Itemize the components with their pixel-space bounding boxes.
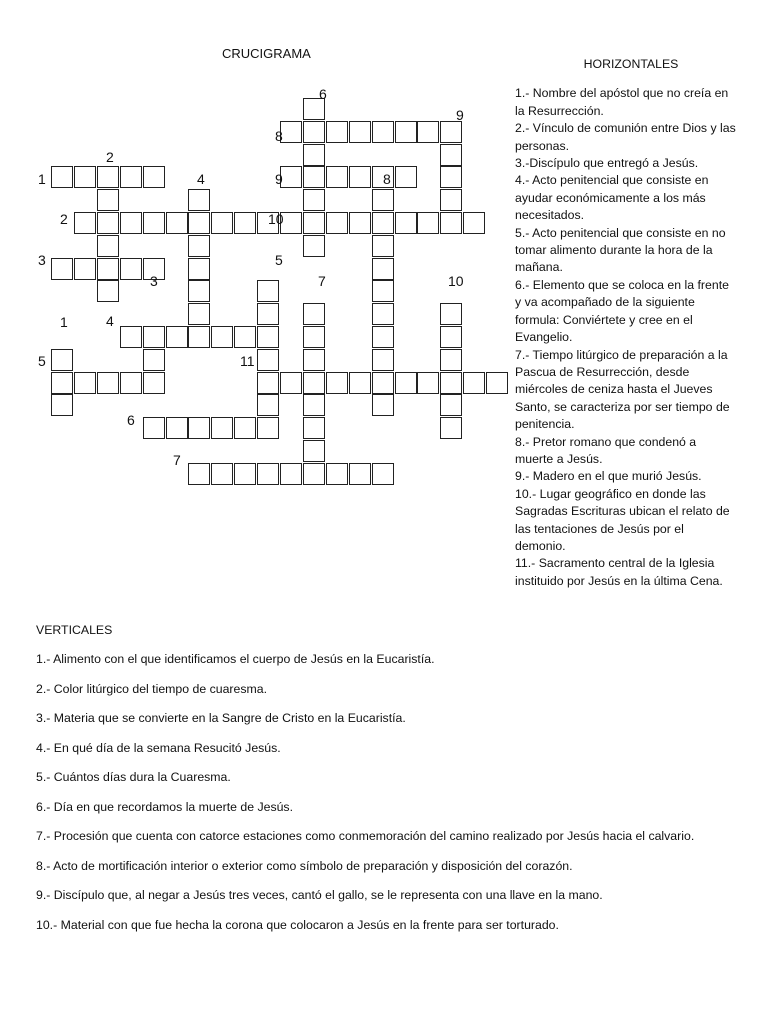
- horizontal-clue: 3.-Discípulo que entregó a Jesús.: [515, 156, 699, 171]
- crossword-cell[interactable]: [372, 326, 394, 348]
- crossword-cell[interactable]: [74, 372, 96, 394]
- clue-number-h4: 4: [106, 313, 114, 329]
- clue-number-h8: 8: [275, 128, 283, 144]
- clue-number-h7: 7: [173, 452, 181, 468]
- crossword-cell[interactable]: [188, 189, 210, 211]
- horizontal-clue: 4.- Acto penitencial que consiste en ayudar económicamente a los más necesitados.: [515, 173, 709, 223]
- crossword-cell[interactable]: [120, 258, 142, 280]
- clue-number-h10: 10: [268, 211, 284, 227]
- crossword-cell[interactable]: [349, 463, 371, 485]
- crossword-cell[interactable]: [349, 372, 371, 394]
- crossword-cell[interactable]: [395, 166, 417, 188]
- crossword-cell[interactable]: [372, 235, 394, 257]
- horizontal-clue: 9.- Madero en el que murió Jesús.: [515, 469, 702, 484]
- crossword-cell[interactable]: [486, 372, 508, 394]
- clue-number-v1: 1: [60, 314, 68, 330]
- crossword-cell[interactable]: [188, 326, 210, 348]
- crossword-cell[interactable]: [74, 166, 96, 188]
- crossword-cell[interactable]: [303, 189, 325, 211]
- crossword-cell[interactable]: [326, 212, 348, 234]
- crossword-cell[interactable]: [303, 144, 325, 166]
- crossword-cell[interactable]: [440, 326, 462, 348]
- crossword-cell[interactable]: [234, 417, 256, 439]
- crossword-cell[interactable]: [257, 349, 279, 371]
- page-title: CRUCIGRAMA: [222, 46, 311, 61]
- crossword-cell[interactable]: [372, 303, 394, 325]
- crossword-cell[interactable]: [395, 372, 417, 394]
- vertical-clue: 6.- Día en que recordamos la muerte de Jesús.: [36, 799, 293, 814]
- crossword-cell[interactable]: [326, 463, 348, 485]
- horizontal-clue: 7.- Tiempo litúrgico de preparación a la Pascua de Resurrección, desde miércoles de ceniza hasta el Jueves Santo, se caracteriza por ser tiempo de penitencia.: [515, 347, 730, 432]
- crossword-cell[interactable]: [166, 212, 188, 234]
- crossword-cell[interactable]: [303, 417, 325, 439]
- crossword-cell[interactable]: [417, 372, 439, 394]
- crossword-cell[interactable]: [349, 166, 371, 188]
- crossword-cell[interactable]: [303, 394, 325, 416]
- crossword-cell[interactable]: [372, 394, 394, 416]
- crossword-cell[interactable]: [372, 189, 394, 211]
- crossword-cell[interactable]: [440, 394, 462, 416]
- crossword-cell[interactable]: [395, 121, 417, 143]
- crossword-cell[interactable]: [97, 189, 119, 211]
- crossword-cell[interactable]: [234, 326, 256, 348]
- crossword-cell[interactable]: [326, 372, 348, 394]
- crossword-cell[interactable]: [74, 212, 96, 234]
- crossword-cell[interactable]: [143, 166, 165, 188]
- crossword-cell[interactable]: [74, 258, 96, 280]
- crossword-cell[interactable]: [97, 212, 119, 234]
- horizontal-clue: 10.- Lugar geográfico en donde las Sagradas Escrituras ubican el relato de las tentaciones de Jesús por el demonio.: [515, 486, 730, 553]
- clue-number-v10: 10: [448, 273, 464, 289]
- crossword-cell[interactable]: [257, 463, 279, 485]
- crossword-cell[interactable]: [257, 326, 279, 348]
- crossword-cell[interactable]: [303, 235, 325, 257]
- crossword-cell[interactable]: [440, 121, 462, 143]
- crossword-cell[interactable]: [257, 280, 279, 302]
- crossword-cell[interactable]: [372, 212, 394, 234]
- crossword-cell[interactable]: [97, 166, 119, 188]
- crossword-cell[interactable]: [303, 372, 325, 394]
- clue-number-h9: 9: [275, 171, 283, 187]
- crossword-cell[interactable]: [280, 463, 302, 485]
- clue-number-v5: 5: [275, 252, 283, 268]
- vertical-clue: 4.- En qué día de la semana Resucitó Jesús.: [36, 740, 281, 755]
- crossword-cell[interactable]: [349, 212, 371, 234]
- crossword-cell[interactable]: [372, 463, 394, 485]
- crossword-cell[interactable]: [372, 349, 394, 371]
- clue-number-v7: 7: [318, 273, 326, 289]
- crossword-cell[interactable]: [257, 303, 279, 325]
- clue-number-h6: 6: [127, 412, 135, 428]
- vertical-clue: 10.- Material con que fue hecha la corona que colocaron a Jesús en la frente para ser torturado.: [36, 917, 559, 932]
- crossword-cell[interactable]: [440, 166, 462, 188]
- crossword-cell[interactable]: [120, 166, 142, 188]
- clue-number-v6: 6: [319, 86, 327, 102]
- crossword-cell[interactable]: [257, 372, 279, 394]
- crossword-cell[interactable]: [280, 372, 302, 394]
- crossword-cell[interactable]: [372, 121, 394, 143]
- crossword-cell[interactable]: [188, 280, 210, 302]
- crossword-cell[interactable]: [234, 463, 256, 485]
- crossword-cell[interactable]: [417, 121, 439, 143]
- crossword-cell[interactable]: [97, 372, 119, 394]
- vertical-clue: 2.- Color litúrgico del tiempo de cuaresma.: [36, 681, 268, 696]
- horizontal-clue: 6.- Elemento que se coloca en la frente y va acompañado de la siguiente formula: Conviértete y cree en el Evangelio.: [515, 277, 729, 345]
- crossword-cell[interactable]: [51, 349, 73, 371]
- crossword-cell[interactable]: [51, 394, 73, 416]
- clue-number-h5: 5: [38, 353, 46, 369]
- crossword-cell[interactable]: [395, 212, 417, 234]
- crossword-cell[interactable]: [326, 121, 348, 143]
- crossword-cell[interactable]: [120, 326, 142, 348]
- vertical-heading: VERTICALES: [36, 623, 113, 637]
- crossword-cell[interactable]: [303, 440, 325, 462]
- crossword-cell[interactable]: [211, 212, 233, 234]
- crossword-cell[interactable]: [120, 212, 142, 234]
- crossword-cell[interactable]: [188, 303, 210, 325]
- crossword-cell[interactable]: [166, 326, 188, 348]
- crossword-cell[interactable]: [211, 463, 233, 485]
- clue-number-h1: 1: [38, 171, 46, 187]
- clue-number-v9: 9: [456, 107, 464, 123]
- crossword-cell[interactable]: [97, 280, 119, 302]
- crossword-cell[interactable]: [211, 326, 233, 348]
- horizontal-clue: 11.- Sacramento central de la Iglesia instituido por Jesús en la última Cena.: [515, 556, 723, 588]
- crossword-cell[interactable]: [303, 303, 325, 325]
- vertical-clues: [36, 622, 756, 946]
- crossword-cell[interactable]: [143, 212, 165, 234]
- crossword-cell[interactable]: [326, 166, 348, 188]
- crossword-cell[interactable]: [280, 166, 302, 188]
- clue-number-v3: 3: [150, 273, 158, 289]
- crossword-cell[interactable]: [188, 463, 210, 485]
- crossword-cell[interactable]: [97, 258, 119, 280]
- vertical-clue: 9.- Discípulo que, al negar a Jesús tres veces, cantó el gallo, se le representa con una llave en la mano.: [36, 888, 603, 902]
- crossword-cell[interactable]: [51, 372, 73, 394]
- vertical-clue: 5.- Cuántos días dura la Cuaresma.: [36, 770, 231, 784]
- crossword-cell[interactable]: [188, 212, 210, 234]
- crossword-cell[interactable]: [188, 258, 210, 280]
- horizontal-clue: 5.- Acto penitencial que consiste en no tomar alimento durante la hora de la mañana.: [515, 225, 726, 275]
- clue-number-h3: 3: [38, 252, 46, 268]
- crossword-cell[interactable]: [372, 280, 394, 302]
- crossword-cell[interactable]: [143, 349, 165, 371]
- crossword-cell[interactable]: [51, 258, 73, 280]
- horizontal-heading: HORIZONTALES: [583, 57, 679, 71]
- crossword-cell[interactable]: [372, 372, 394, 394]
- horizontal-clue: 8.- Pretor romano que condenó a muerte a Jesús.: [515, 434, 697, 466]
- crossword-cell[interactable]: [303, 349, 325, 371]
- crossword-cell[interactable]: [372, 258, 394, 280]
- crossword-cell[interactable]: [211, 417, 233, 439]
- crossword-cell[interactable]: [188, 417, 210, 439]
- crossword-grid: [0, 0, 500, 480]
- crossword-cell[interactable]: [440, 144, 462, 166]
- horizontal-clues: [515, 56, 737, 590]
- crossword-cell[interactable]: [280, 121, 302, 143]
- crossword-cell[interactable]: [257, 394, 279, 416]
- crossword-cell[interactable]: [440, 303, 462, 325]
- crossword-cell[interactable]: [143, 326, 165, 348]
- crossword-cell[interactable]: [440, 349, 462, 371]
- clue-number-v4: 4: [197, 171, 205, 187]
- crossword-cell[interactable]: [440, 417, 462, 439]
- horizontal-clue: 1.- Nombre del apóstol que no creía en la Resurrección.: [515, 86, 729, 118]
- crossword-cell[interactable]: [440, 212, 462, 234]
- clue-number-v2: 2: [106, 149, 114, 165]
- crossword-cell[interactable]: [51, 166, 73, 188]
- vertical-clue: 8.- Acto de mortificación interior o exterior como símbolo de preparación y disposición del corazón.: [36, 858, 573, 873]
- crossword-cell[interactable]: [349, 121, 371, 143]
- crossword-cell[interactable]: [303, 212, 325, 234]
- crossword-cell[interactable]: [303, 166, 325, 188]
- crossword-cell[interactable]: [463, 372, 485, 394]
- clue-number-v8: 8: [383, 171, 391, 187]
- crossword-cell[interactable]: [166, 417, 188, 439]
- crossword-cell[interactable]: [440, 189, 462, 211]
- vertical-clue: 3.- Materia que se convierte en la Sangre de Cristo en la Eucaristía.: [36, 711, 406, 725]
- crossword-cell[interactable]: [440, 372, 462, 394]
- crossword-cell[interactable]: [417, 212, 439, 234]
- crossword-cell[interactable]: [303, 463, 325, 485]
- clue-number-h2: 2: [60, 211, 68, 227]
- crossword-cell[interactable]: [143, 417, 165, 439]
- crossword-cell[interactable]: [143, 372, 165, 394]
- crossword-cell[interactable]: [303, 121, 325, 143]
- crossword-cell[interactable]: [97, 235, 119, 257]
- horizontal-clue: 2.- Vínculo de comunión entre Dios y las personas.: [515, 121, 736, 153]
- crossword-cell[interactable]: [120, 372, 142, 394]
- clue-number-h11: 11: [240, 353, 255, 369]
- vertical-clue: 7.- Procesión que cuenta con catorce estaciones como conmemoración del camino realizado por Jesús hacia el calvario.: [36, 829, 695, 843]
- crossword-cell[interactable]: [463, 212, 485, 234]
- crossword-cell[interactable]: [234, 212, 256, 234]
- crossword-cell[interactable]: [257, 417, 279, 439]
- crossword-cell[interactable]: [303, 326, 325, 348]
- crossword-cell[interactable]: [188, 235, 210, 257]
- vertical-clue: 1.- Alimento con el que identificamos el cuerpo de Jesús en la Eucaristía.: [36, 652, 435, 666]
